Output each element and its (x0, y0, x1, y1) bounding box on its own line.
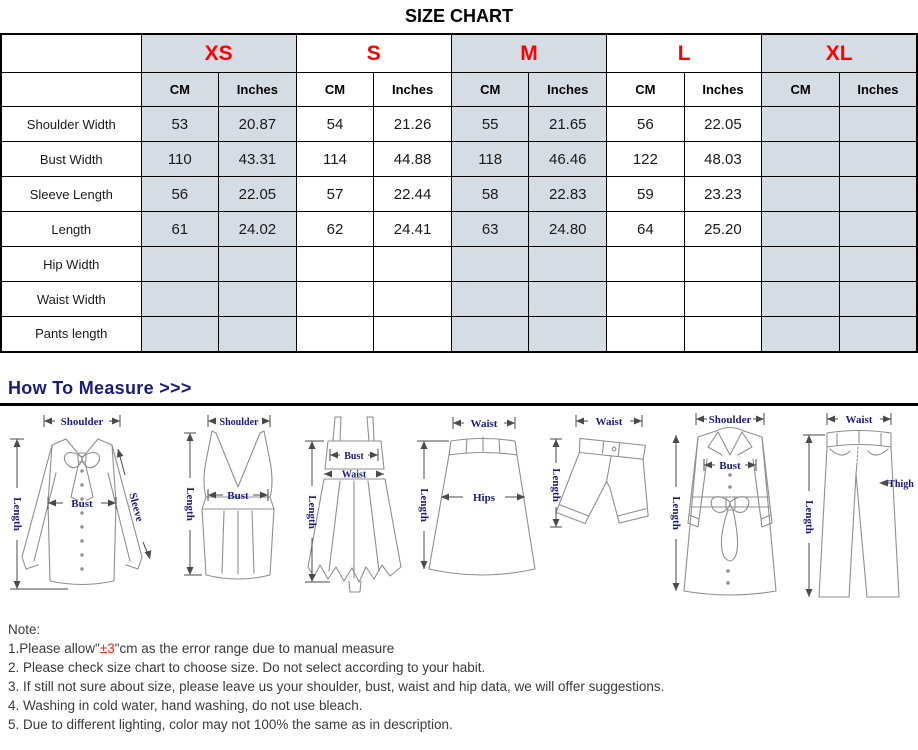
coat-dimension-lines (676, 413, 764, 591)
size-cell: 114 (296, 142, 374, 177)
shorts-outline (555, 436, 655, 529)
size-cell (839, 282, 917, 317)
size-cell (839, 317, 917, 352)
size-cell (762, 177, 840, 212)
table-row (1, 282, 917, 317)
size-cell (762, 317, 840, 352)
table-row (1, 177, 917, 212)
size-cell: 48.03 (684, 142, 762, 177)
size-cell: 55 (451, 107, 529, 142)
size-cell: 58 (451, 177, 529, 212)
corner-cell (1, 34, 141, 73)
size-header-xl: XL (762, 34, 917, 73)
size-cell: 56 (141, 177, 219, 212)
row-label: Shoulder Width (1, 107, 141, 142)
table-row (1, 212, 917, 247)
size-cell: 56 (607, 107, 685, 142)
row-label: Bust Width (1, 142, 141, 177)
table-row (1, 142, 917, 177)
size-cell (762, 212, 840, 247)
blouse-figure (4, 411, 174, 606)
unit-header-s-cm: CM (296, 73, 374, 107)
blouse-length-label: Length (11, 496, 23, 531)
size-cell: 54 (296, 107, 374, 142)
size-cell (141, 317, 219, 352)
size-cell (529, 317, 607, 352)
size-cell (839, 247, 917, 282)
tank-top-length-label: Length (184, 486, 197, 521)
size-cell (607, 247, 685, 282)
unit-header-m-inches: Inches (529, 73, 607, 107)
unit-header-s-inches: Inches (374, 73, 452, 107)
pants-outline (819, 430, 899, 597)
skirt-outline (429, 437, 535, 575)
unit-header-xl-inches: Inches (839, 73, 917, 107)
pants-dimension-arrows (802, 415, 891, 597)
size-cell (451, 247, 529, 282)
table-row (1, 317, 917, 352)
row-label: Pants length (1, 317, 141, 352)
size-cell (684, 282, 762, 317)
row-label: Waist Width (1, 282, 141, 317)
size-cell: 53 (141, 107, 219, 142)
table-row (1, 247, 917, 282)
dress-length-label: Length (306, 494, 319, 529)
error-range-value: ±3 (99, 640, 115, 656)
size-cell: 24.41 (374, 212, 452, 247)
size-cell (607, 317, 685, 352)
size-cell (374, 317, 452, 352)
size-cell (219, 317, 297, 352)
unit-header-xs-cm: CM (141, 73, 219, 107)
note-text-segment: 1.Please allow" (8, 640, 100, 656)
notes-section (8, 620, 918, 734)
skirt-figure (411, 411, 541, 606)
size-cell (296, 317, 374, 352)
size-cell: 64 (607, 212, 685, 247)
size-cell (296, 282, 374, 317)
size-cell (451, 317, 529, 352)
row-label: Length (1, 212, 141, 247)
size-cell: 24.02 (219, 212, 297, 247)
pants-dimension-lines (803, 413, 892, 597)
pants-figure (799, 411, 914, 606)
note-line-2: 2. Please check size chart to choose size. Do not select according to your habit. (8, 659, 486, 675)
size-cell: 22.44 (374, 177, 452, 212)
unit-header-xl-cm: CM (762, 73, 840, 107)
measurement-figures (0, 406, 918, 610)
size-header-xs: XS (141, 34, 296, 73)
tank-top-figure (178, 411, 298, 606)
size-cell: 62 (296, 212, 374, 247)
size-cell: 118 (451, 142, 529, 177)
size-chart-table (0, 33, 918, 353)
note-line-5: 5. Due to different lighting, color may not 100% the same as in description. (8, 716, 453, 732)
size-cell (141, 282, 219, 317)
blouse-buttons (80, 469, 83, 570)
size-cell (684, 247, 762, 282)
size-cell: 63 (451, 212, 529, 247)
unit-header-l-cm: CM (607, 73, 685, 107)
tank-top-bust-label: Bust (227, 489, 249, 502)
size-header-row (1, 34, 917, 73)
dress-dimension-arrows (309, 441, 385, 582)
how-to-measure-heading: How To Measure >>> (8, 377, 192, 398)
shorts-dimension-lines (550, 415, 642, 527)
size-cell (219, 247, 297, 282)
unit-header-m-cm: CM (451, 73, 529, 107)
note-line-4: 4. Washing in cold water, hand washing, do not use bleach. (8, 697, 363, 713)
size-cell (839, 107, 917, 142)
size-cell (141, 247, 219, 282)
size-cell: 23.23 (684, 177, 762, 212)
size-cell: 110 (141, 142, 219, 177)
page-title: SIZE CHART (405, 6, 513, 26)
size-cell (684, 317, 762, 352)
size-cell: 22.05 (684, 107, 762, 142)
skirt-hips-label: Hips (473, 491, 496, 504)
size-cell: 25.20 (684, 212, 762, 247)
size-cell (296, 247, 374, 282)
table-row (1, 107, 917, 142)
shorts-dimension-arrows (549, 417, 642, 527)
coat-shoulder-label: Shoulder (708, 413, 752, 426)
pants-waist-label: Waist (845, 413, 873, 426)
size-cell: 24.80 (529, 212, 607, 247)
unit-header-l-inches: Inches (684, 73, 762, 107)
unit-header-xs-inches: Inches (219, 73, 297, 107)
size-header-m: M (451, 34, 606, 73)
shorts-length-label: Length (549, 467, 562, 502)
size-cell (839, 177, 917, 212)
size-cell: 46.46 (529, 142, 607, 177)
size-cell: 43.31 (219, 142, 297, 177)
coat-figure (660, 411, 795, 606)
coat-outline (684, 427, 776, 595)
shorts-figure (546, 411, 656, 606)
coat-buttons (726, 473, 732, 585)
note-line-3: 3. If still not sure about size, please leave us your shoulder, bust, waist and hip data, we will offer suggestions. (8, 678, 665, 694)
size-cell: 22.83 (529, 177, 607, 212)
size-cell (219, 282, 297, 317)
pants-length-label: Length (802, 499, 815, 534)
size-cell (374, 282, 452, 317)
size-header-l: L (607, 34, 762, 73)
size-cell: 44.88 (374, 142, 452, 177)
size-cell (762, 142, 840, 177)
size-cell (607, 282, 685, 317)
size-cell: 21.26 (374, 107, 452, 142)
size-cell: 59 (607, 177, 685, 212)
size-cell (762, 247, 840, 282)
dress-figure (302, 411, 407, 606)
size-cell (529, 247, 607, 282)
size-cell (839, 212, 917, 247)
size-header-s: S (296, 34, 451, 73)
size-cell (451, 282, 529, 317)
size-cell (762, 282, 840, 317)
tank-top-outline (202, 431, 274, 579)
notes-heading: Note: (8, 621, 41, 637)
size-cell (374, 247, 452, 282)
corner-cell (1, 73, 141, 107)
unit-header-row (1, 73, 917, 107)
coat-bust-label: Bust (719, 459, 741, 472)
size-cell: 61 (141, 212, 219, 247)
row-label: Hip Width (1, 247, 141, 282)
size-cell (529, 282, 607, 317)
skirt-length-label: Length (418, 487, 431, 522)
note-line-1 (8, 639, 918, 658)
coat-length-label: Length (669, 495, 682, 530)
blouse-shoulder-label: Shoulder (60, 415, 104, 428)
blouse-bust-label: Bust (71, 497, 93, 510)
row-label: Sleeve Length (1, 177, 141, 212)
size-cell (839, 142, 917, 177)
size-cell: 22.05 (219, 177, 297, 212)
shorts-waist-label: Waist (595, 415, 623, 428)
tank-top-shoulder-label: Shoulder (219, 416, 259, 428)
skirt-waist-label: Waist (471, 417, 498, 430)
dress-waist-label: Waist (342, 469, 367, 480)
blouse-sleeve-label: Sleeve (126, 491, 146, 523)
dress-outline (308, 417, 401, 592)
size-cell: 21.65 (529, 107, 607, 142)
note-text-segment: "cm as the error range due to manual measure (114, 640, 395, 656)
size-cell: 57 (296, 177, 374, 212)
size-cell: 122 (607, 142, 685, 177)
pants-thigh-label: Thigh (888, 478, 914, 490)
size-cell: 20.87 (219, 107, 297, 142)
size-cell (762, 107, 840, 142)
dress-bust-label: Bust (344, 450, 365, 462)
